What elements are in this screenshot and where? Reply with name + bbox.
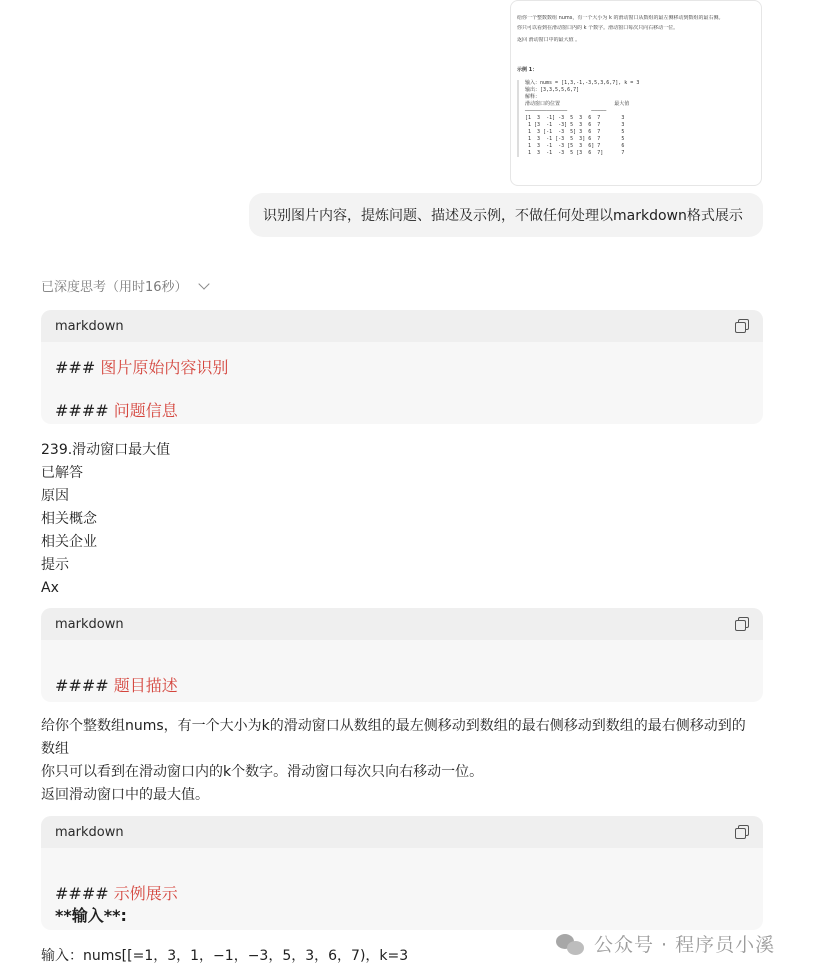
code-lang-label: markdown (55, 824, 124, 840)
code-line (55, 903, 127, 926)
thinking-toggle[interactable] (41, 276, 208, 295)
problem-info (41, 439, 170, 600)
code-line (55, 398, 178, 421)
problem-info-line: 相关企业 (41, 534, 97, 550)
description-line: 返回滑动窗口中的最大值。 (41, 787, 209, 803)
code-block-header (41, 608, 763, 640)
md-prefix: #### (55, 676, 109, 695)
watermark (556, 930, 775, 957)
description-line: 你只可以看到在滑动窗口内的k个数字。滑动窗口每次只向右移动一位。 (41, 764, 484, 780)
thumb-row: [1 3 -1] -3 5 3 6 7 3 (525, 115, 625, 121)
md-heading: 问题信息 (113, 401, 178, 420)
example-input-line: 输入：nums[[=1，3，1，−1，−3，5，3，6，7)，k=3 (41, 948, 409, 964)
attached-image-thumbnail[interactable] (510, 0, 762, 186)
code-lang-label: markdown (55, 616, 124, 632)
code-block-header (41, 310, 763, 342)
thumb-row: 1 [3 -1 -3] 5 3 6 7 3 (525, 122, 625, 128)
wechat-icon (556, 932, 586, 956)
thumb-row: 1 3 -1 -3 [5 3 6] 7 6 (525, 143, 625, 149)
thumb-example-title: 示例 1： (517, 67, 538, 73)
code-line (55, 881, 178, 904)
problem-info-line: Ax (41, 580, 59, 596)
problem-info-line: 239.滑动窗口最大值 (41, 442, 171, 458)
code-block (41, 816, 763, 930)
thumb-explain: 解释： (525, 94, 541, 100)
md-prefix: ### (55, 358, 96, 377)
code-block (41, 608, 763, 702)
code-block-header (41, 816, 763, 848)
thumb-row: 1 3 -1 [-3 5 3] 6 7 5 (525, 136, 625, 142)
thumb-output: 输出：[3,3,5,5,6,7] (525, 87, 580, 93)
thumb-desc-line: 你只可以看到在滑动窗口内的 k 个数字。滑动窗口每次只向右移动一位。 (517, 25, 679, 31)
watermark-text: 公众号 · 程序员小溪 (594, 934, 776, 956)
copy-icon[interactable] (735, 617, 749, 631)
thumb-row: 1 3 [-1 -3 5] 3 6 7 5 (525, 129, 625, 135)
md-heading: 示例展示 (113, 884, 178, 903)
md-heading: 题目描述 (113, 676, 178, 695)
code-line (55, 673, 178, 696)
md-prefix: #### (55, 884, 109, 903)
example-input (41, 945, 408, 968)
problem-info-line: 已解答 (41, 465, 83, 481)
thumb-desc-line: 给你一个整数数组 nums，有一个大小为 k 的滑动窗口从数组的最左侧移动到数组的最右侧。 (517, 15, 724, 21)
copy-icon[interactable] (735, 825, 749, 839)
problem-info-line: 提示 (41, 557, 69, 573)
code-lang-label: markdown (55, 318, 124, 334)
thumb-col-max: 最大值 (614, 101, 630, 107)
problem-info-line: 原因 (41, 488, 69, 504)
code-line (55, 355, 228, 378)
problem-info-line: 相关概念 (41, 511, 97, 527)
thumb-input: 输入：nums = [1,3,-1,-3,5,3,6,7], k = 3 (525, 80, 640, 86)
thumb-desc-line: 返回 滑动窗口中的最大值 。 (517, 37, 581, 43)
thinking-label: 已深度思考（用时16秒） (41, 280, 188, 295)
md-bold-text: **输入**: (55, 906, 127, 925)
md-heading: 图片原始内容识别 (100, 358, 229, 377)
user-message-text: 识别图片内容，提炼问题、描述及示例，不做任何处理以markdown格式展示 (263, 208, 743, 224)
problem-description (41, 715, 746, 807)
user-message-bubble (249, 193, 763, 237)
copy-icon[interactable] (735, 319, 749, 333)
thumb-table-header (525, 101, 755, 108)
thumb-col-window: 滑动窗口的位置 (525, 101, 561, 107)
thumb-row: 1 3 -1 -3 5 [3 6 7] 7 (525, 150, 625, 156)
code-block (41, 310, 763, 424)
chevron-down-icon (198, 278, 209, 289)
description-line: 给你个整数组nums，有一个大小为k的滑动窗口从数组的最左侧移动到数组的最右侧移动到数组的最右侧移动到的 (41, 718, 746, 734)
md-prefix: #### (55, 401, 109, 420)
description-line: 数组 (41, 741, 69, 757)
thumb-example-box: 输入：nums = [1,3,-1,-3,5,3,6,7], k = 3 输出：[3,3,5,5,6,7] 解释： 滑动窗口的位置 最大值 ────────────── ───── [1 3 -1] -3 5 3 6 7 3 1 [3 -1 -3] 5 3 6 7 3 1 3 [-1 -3 5] 3 6 7 5 1 3 -1 [-3 5 3] 6 7 5 1 3 -1 -3 [5 3 6] 7 6 1 3 -1 -3 5 [3 6 7] 7 (517, 80, 755, 157)
